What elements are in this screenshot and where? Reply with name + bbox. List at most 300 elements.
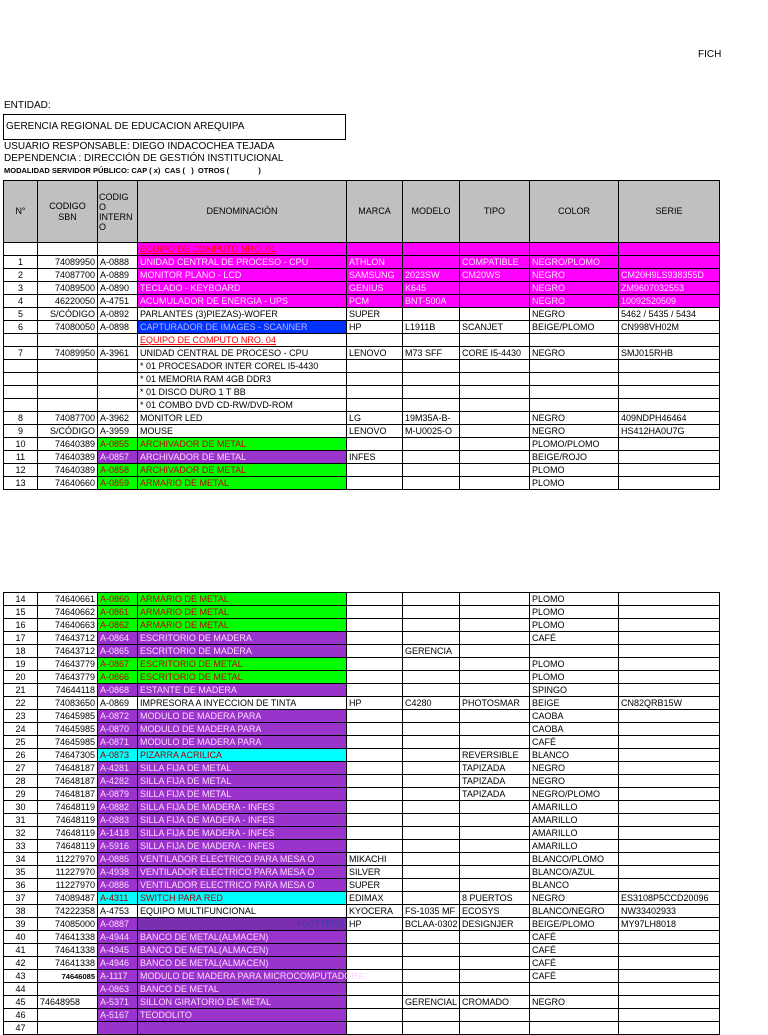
cell-codigo-sbn — [38, 983, 98, 996]
cell-color: BEIGE/PLOMO — [530, 321, 619, 334]
cell-denominacion: ARMARIO DE METAL — [138, 593, 347, 606]
cell-numero: 39 — [4, 918, 38, 931]
header-serie: SERIE — [619, 181, 720, 243]
cell-modelo: C4280 — [403, 697, 460, 710]
cell-codigo-sbn: 74085000 — [38, 918, 98, 931]
cell-modelo: L1911B — [403, 321, 460, 334]
cell-color: CAFÉ — [530, 931, 619, 944]
cell-codigo-sbn: 11227970 — [38, 853, 98, 866]
cell-modelo — [403, 944, 460, 957]
cell-codigo-sbn: 11227970 — [38, 866, 98, 879]
table-row — [4, 905, 720, 918]
cell-color: CAFÉ — [530, 736, 619, 749]
cell-marca: EDIMAX — [347, 892, 403, 905]
header-denominacion: DENOMINACIÓN — [138, 181, 347, 243]
cell-codigo-sbn — [38, 360, 98, 373]
cell-serie — [619, 658, 720, 671]
entidad-label: ENTIDAD: — [4, 100, 51, 111]
cell-denominacion: SILLA FIJA DE METAL — [138, 762, 347, 775]
cell-denominacion: VENTILADOR ELECTRICO PARA MESA O — [138, 879, 347, 892]
cell-numero: 44 — [4, 983, 38, 996]
cell-serie — [619, 957, 720, 970]
cell-denominacion: TECLADO - KEYBOARD — [138, 282, 347, 295]
cell-serie — [619, 840, 720, 853]
cell-tipo — [460, 606, 530, 619]
cell-denominacion: MONITOR PLANO - LCD — [138, 269, 347, 282]
cell-color: PLOMO — [530, 477, 619, 490]
cell-color: BEIGE/PLOMO — [530, 918, 619, 931]
cell-marca — [347, 788, 403, 801]
entidad-field: GERENCIA REGIONAL DE EDUCACION AREQUIPA — [3, 114, 346, 140]
cell-numero: 26 — [4, 749, 38, 762]
cell-codigo-interno: A-1117 — [98, 970, 138, 983]
cell-codigo-interno: A-0870 — [98, 723, 138, 736]
cell-tipo — [460, 645, 530, 658]
cell-numero: 12 — [4, 464, 38, 477]
cell-color: NEGRO — [530, 347, 619, 360]
cell-numero: 22 — [4, 697, 38, 710]
table-row — [4, 347, 720, 360]
cell-denominacion: PARLANTES (3)PIEZAS)-WOFER — [138, 308, 347, 321]
cell-numero: 15 — [4, 606, 38, 619]
cell-codigo-interno: A-4945 — [98, 944, 138, 957]
cell-codigo-sbn: 74648119 — [38, 801, 98, 814]
cell-codigo-sbn: 11227970 — [38, 879, 98, 892]
cell-numero: 27 — [4, 762, 38, 775]
cell-codigo-sbn: 74648187 — [38, 788, 98, 801]
cell-marca: HP — [347, 918, 403, 931]
cell-marca: LENOVO — [347, 425, 403, 438]
cell-marca — [347, 957, 403, 970]
cell-codigo-sbn: 74089487 — [38, 892, 98, 905]
table-row — [4, 308, 720, 321]
cell-modelo — [403, 931, 460, 944]
cell-marca — [347, 775, 403, 788]
cell-codigo-sbn — [38, 334, 98, 347]
cell-modelo — [403, 438, 460, 451]
cell-serie: CM20H9LS938355D — [619, 269, 720, 282]
cell-numero — [4, 243, 38, 256]
cell-modelo — [403, 243, 460, 256]
cell-denominacion: * 01 DISCO DURO 1 T BB — [138, 386, 347, 399]
cell-color: AMARILLO — [530, 840, 619, 853]
cell-codigo-sbn: 74222358 — [38, 905, 98, 918]
cell-color: NEGRO — [530, 282, 619, 295]
cell-codigo-sbn: 74087700 — [38, 269, 98, 282]
cell-denominacion: EQUIPO DE COMPUTO NRO. 04 — [138, 334, 347, 347]
cell-numero: 5 — [4, 308, 38, 321]
cell-numero: 8 — [4, 412, 38, 425]
cell-codigo-sbn: 74645985 — [38, 736, 98, 749]
cell-serie — [619, 1022, 720, 1035]
cell-codigo-sbn: 74641338 — [38, 931, 98, 944]
cell-codigo-interno: A-0863 — [98, 983, 138, 996]
cell-codigo-interno: A-0866 — [98, 671, 138, 684]
table-row — [4, 736, 720, 749]
cell-modelo: BCLAA-0302 — [403, 918, 460, 931]
cell-tipo — [460, 710, 530, 723]
cell-marca — [347, 1022, 403, 1035]
cell-denominacion: SILLA FIJA DE MADERA - INFES — [138, 814, 347, 827]
cell-marca — [347, 632, 403, 645]
cell-numero: 46 — [4, 1009, 38, 1022]
cell-marca: KYOCERA — [347, 905, 403, 918]
cell-color: SPINGO — [530, 684, 619, 697]
table-row — [4, 710, 720, 723]
cell-numero: 7 — [4, 347, 38, 360]
cell-codigo-interno: A-4753 — [98, 905, 138, 918]
cell-denominacion: ESCRITORIO DE MADERA — [138, 632, 347, 645]
cell-color: NEGRO — [530, 762, 619, 775]
cell-numero: 20 — [4, 671, 38, 684]
cell-color — [530, 386, 619, 399]
table-row — [4, 282, 720, 295]
cell-codigo-sbn — [38, 243, 98, 256]
table-row — [4, 814, 720, 827]
cell-tipo — [460, 243, 530, 256]
cell-codigo-sbn: 74641338 — [38, 944, 98, 957]
cell-numero: 18 — [4, 645, 38, 658]
cell-codigo-interno: A-1418 — [98, 827, 138, 840]
component-row — [4, 373, 720, 386]
cell-codigo-interno — [98, 1022, 138, 1035]
cell-denominacion: PLOTTERS — [138, 918, 347, 931]
cell-modelo — [403, 814, 460, 827]
cell-serie — [619, 477, 720, 490]
cell-denominacion: SILLON GIRATORIO DE METAL — [138, 996, 347, 1009]
cell-modelo — [403, 840, 460, 853]
cell-denominacion: ESTANTE DE MADERA — [138, 684, 347, 697]
cell-color: NEGRO — [530, 308, 619, 321]
cell-numero: 13 — [4, 477, 38, 490]
cell-serie — [619, 671, 720, 684]
cell-denominacion: ESCRITORIO DE MADERA — [138, 645, 347, 658]
cell-denominacion: EQUIPO DE COMPUTO NRO. 01 — [138, 243, 347, 256]
cell-color — [530, 243, 619, 256]
cell-modelo — [403, 853, 460, 866]
inventory-table-2 — [3, 592, 720, 1035]
cell-color: NEGRO — [530, 425, 619, 438]
cell-marca — [347, 814, 403, 827]
cell-serie — [619, 451, 720, 464]
cell-color: PLOMO — [530, 464, 619, 477]
table-row — [4, 671, 720, 684]
cell-codigo-sbn: 74640389 — [38, 451, 98, 464]
cell-serie: 10092520509 — [619, 295, 720, 308]
cell-modelo — [403, 710, 460, 723]
cell-serie: ZM9607032553 — [619, 282, 720, 295]
cell-tipo — [460, 282, 530, 295]
cell-numero: 6 — [4, 321, 38, 334]
table-1-body — [4, 243, 720, 490]
cell-codigo-sbn: 74640661 — [38, 593, 98, 606]
cell-serie — [619, 334, 720, 347]
cell-numero: 1 — [4, 256, 38, 269]
cell-codigo-sbn: 74648958 — [38, 996, 98, 1009]
cell-marca: SAMSUNG — [347, 269, 403, 282]
cell-numero: 33 — [4, 840, 38, 853]
cell-numero — [4, 334, 38, 347]
cell-modelo — [403, 256, 460, 269]
cell-denominacion: MONITOR LED — [138, 412, 347, 425]
cell-tipo — [460, 334, 530, 347]
cell-color — [530, 373, 619, 386]
cell-color: NEGRO — [530, 412, 619, 425]
table-header-row — [4, 181, 720, 243]
cell-codigo-sbn: 74643779 — [38, 658, 98, 671]
cell-numero — [4, 373, 38, 386]
cell-codigo-interno: A-4946 — [98, 957, 138, 970]
cell-modelo — [403, 464, 460, 477]
cell-marca — [347, 658, 403, 671]
cell-numero: 28 — [4, 775, 38, 788]
cell-color: CAFÉ — [530, 957, 619, 970]
cell-tipo — [460, 1022, 530, 1035]
cell-tipo: SCANJET — [460, 321, 530, 334]
cell-codigo-interno: A-4751 — [98, 295, 138, 308]
cell-codigo-sbn: 74647305 — [38, 749, 98, 762]
cell-modelo — [403, 892, 460, 905]
cell-serie: NW33402933 — [619, 905, 720, 918]
cell-tipo — [460, 827, 530, 840]
cell-marca — [347, 801, 403, 814]
table-row — [4, 957, 720, 970]
cell-codigo-interno: A-0855 — [98, 438, 138, 451]
cell-denominacion: ARMARIO DE METAL — [138, 619, 347, 632]
cell-denominacion: ARCHIVADOR DE METAL — [138, 451, 347, 464]
cell-codigo-sbn — [38, 1009, 98, 1022]
cell-denominacion: BANCO DE METAL(ALMACEN) — [138, 944, 347, 957]
cell-marca — [347, 762, 403, 775]
cell-denominacion: ARCHIVADOR DE METAL — [138, 464, 347, 477]
cell-tipo — [460, 944, 530, 957]
cell-codigo-interno — [98, 373, 138, 386]
cell-tipo — [460, 866, 530, 879]
cell-serie — [619, 438, 720, 451]
cell-marca — [347, 438, 403, 451]
cell-color: PLOMO — [530, 606, 619, 619]
cell-color — [530, 983, 619, 996]
cell-codigo-sbn: 74645985 — [38, 723, 98, 736]
cell-marca: HP — [347, 321, 403, 334]
dependencia: DEPENDENCIA : DIRECCIÓN DE GESTIÓN INSTITUCIONAL — [4, 153, 284, 164]
cell-codigo-sbn: 74644118 — [38, 684, 98, 697]
cell-modelo — [403, 788, 460, 801]
table-row — [4, 697, 720, 710]
cell-serie: CN82QRB15W — [619, 697, 720, 710]
cell-codigo-sbn: 74640663 — [38, 619, 98, 632]
cell-codigo-interno — [98, 399, 138, 412]
cell-marca — [347, 996, 403, 1009]
cell-color: CAFÉ — [530, 944, 619, 957]
cell-codigo-interno: A-0857 — [98, 451, 138, 464]
table-row — [4, 477, 720, 490]
cell-codigo-interno: A-0860 — [98, 593, 138, 606]
cell-modelo — [403, 308, 460, 321]
cell-color: BLANCO/AZUL — [530, 866, 619, 879]
cell-modelo — [403, 684, 460, 697]
cell-color: NEGRO — [530, 269, 619, 282]
cell-marca — [347, 477, 403, 490]
cell-numero: 42 — [4, 957, 38, 970]
cell-color: NEGRO — [530, 892, 619, 905]
cell-serie — [619, 373, 720, 386]
cell-numero: 25 — [4, 736, 38, 749]
cell-serie — [619, 619, 720, 632]
cell-serie: 5462 / 5435 / 5434 — [619, 308, 720, 321]
cell-modelo: K645 — [403, 282, 460, 295]
section-row — [4, 334, 720, 347]
cell-tipo — [460, 853, 530, 866]
header-color: COLOR — [530, 181, 619, 243]
cell-modelo — [403, 866, 460, 879]
cell-serie — [619, 256, 720, 269]
cell-tipo: 8 PUERTOS — [460, 892, 530, 905]
cell-denominacion: SWITCH PARA RED — [138, 892, 347, 905]
cell-codigo-interno: A-4281 — [98, 762, 138, 775]
cell-numero: 3 — [4, 282, 38, 295]
cell-denominacion: SILLA FIJA DE MADERA - INFES — [138, 827, 347, 840]
cell-modelo — [403, 970, 460, 983]
cell-codigo-sbn: 74083650 — [38, 697, 98, 710]
table-row — [4, 788, 720, 801]
cell-numero: 40 — [4, 931, 38, 944]
cell-marca: HP — [347, 697, 403, 710]
cell-numero: 30 — [4, 801, 38, 814]
cell-marca — [347, 619, 403, 632]
cell-tipo — [460, 360, 530, 373]
cell-color — [530, 360, 619, 373]
cell-color: CAOBA — [530, 710, 619, 723]
cell-codigo-sbn: S/CÓDIGO — [38, 425, 98, 438]
table-row — [4, 451, 720, 464]
cell-codigo-interno: A-0889 — [98, 269, 138, 282]
cell-modelo — [403, 736, 460, 749]
table-row — [4, 879, 720, 892]
cell-serie — [619, 399, 720, 412]
cell-marca — [347, 684, 403, 697]
cell-modelo — [403, 386, 460, 399]
cell-denominacion: EQUIPO MULTIFUNCIONAL — [138, 905, 347, 918]
table-row — [4, 321, 720, 334]
cell-tipo — [460, 671, 530, 684]
table-row — [4, 658, 720, 671]
cell-tipo — [460, 464, 530, 477]
header-codigo-interno — [98, 181, 138, 243]
cell-codigo-sbn: 74089950 — [38, 256, 98, 269]
cell-tipo — [460, 658, 530, 671]
cell-color: BLANCO — [530, 749, 619, 762]
cell-marca — [347, 944, 403, 957]
table-row — [4, 593, 720, 606]
cell-numero: 16 — [4, 619, 38, 632]
section-row — [4, 243, 720, 256]
cell-denominacion: IMPRESORA A INYECCION DE TINTA — [138, 697, 347, 710]
cell-denominacion: UNIDAD CENTRAL DE PROCESO - CPU — [138, 347, 347, 360]
cell-tipo — [460, 593, 530, 606]
cell-numero: 37 — [4, 892, 38, 905]
cell-codigo-interno — [98, 243, 138, 256]
cell-denominacion: MODULO DE MADERA PARA — [138, 736, 347, 749]
cell-codigo-sbn: 74645985 — [38, 710, 98, 723]
cell-tipo — [460, 723, 530, 736]
cell-marca — [347, 373, 403, 386]
cell-modelo: GERENCIA — [403, 645, 460, 658]
cell-codigo-sbn: 74640662 — [38, 606, 98, 619]
cell-marca — [347, 723, 403, 736]
cell-denominacion: MODULO DE MADERA PARA — [138, 710, 347, 723]
cell-numero: 47 — [4, 1022, 38, 1035]
cell-serie — [619, 996, 720, 1009]
cell-marca — [347, 827, 403, 840]
cell-serie — [619, 970, 720, 983]
cell-numero: 23 — [4, 710, 38, 723]
cell-tipo — [460, 308, 530, 321]
cell-denominacion: ESCRITORIO DE METAL — [138, 658, 347, 671]
cell-numero: 43 — [4, 970, 38, 983]
cell-modelo — [403, 658, 460, 671]
cell-tipo: COMPATIBLE — [460, 256, 530, 269]
cell-color: NEGRO — [530, 996, 619, 1009]
cell-tipo — [460, 295, 530, 308]
cell-codigo-sbn: 74640389 — [38, 438, 98, 451]
cell-denominacion: * 01 COMBO DVD CD-RW/DVD-ROM — [138, 399, 347, 412]
cell-codigo-sbn: S/CÓDIGO — [38, 308, 98, 321]
cell-modelo — [403, 1009, 460, 1022]
cell-codigo-sbn: 74648119 — [38, 814, 98, 827]
table-row — [4, 983, 720, 996]
cell-color — [530, 334, 619, 347]
cell-denominacion: ARMARIO DE METAL — [138, 606, 347, 619]
cell-numero: 17 — [4, 632, 38, 645]
cell-denominacion: SILLA FIJA DE MADERA - INFES — [138, 840, 347, 853]
cell-numero — [4, 399, 38, 412]
cell-numero: 34 — [4, 853, 38, 866]
table-row — [4, 256, 720, 269]
cell-denominacion: CAPTURADOR DE IMAGES - SCANNER — [138, 321, 347, 334]
cell-codigo-sbn: 74648187 — [38, 762, 98, 775]
cell-codigo-sbn: 74643712 — [38, 645, 98, 658]
cell-marca — [347, 399, 403, 412]
cell-denominacion: VENTILADOR ELECTRICO PARA MESA O — [138, 853, 347, 866]
cell-modelo — [403, 606, 460, 619]
cell-modelo — [403, 334, 460, 347]
cell-modelo — [403, 399, 460, 412]
cell-numero: 35 — [4, 866, 38, 879]
cell-serie — [619, 827, 720, 840]
cell-tipo — [460, 477, 530, 490]
cell-serie — [619, 775, 720, 788]
cell-color: PLOMO — [530, 619, 619, 632]
table-row — [4, 892, 720, 905]
cell-tipo: PHOTOSMAR — [460, 697, 530, 710]
cell-denominacion: MODULO DE MADERA PARA — [138, 723, 347, 736]
cell-modelo: GERENCIAL — [403, 996, 460, 1009]
cell-denominacion: MOUSE — [138, 425, 347, 438]
cell-modelo — [403, 1022, 460, 1035]
cell-codigo-interno: A-0865 — [98, 645, 138, 658]
table-row — [4, 866, 720, 879]
cell-marca: SILVER — [347, 866, 403, 879]
cell-modelo — [403, 451, 460, 464]
table-row — [4, 269, 720, 282]
cell-codigo-interno: A-0879 — [98, 788, 138, 801]
table-row — [4, 749, 720, 762]
cell-codigo-sbn: 74080050 — [38, 321, 98, 334]
cell-codigo-sbn: 74640660 — [38, 477, 98, 490]
table-row — [4, 853, 720, 866]
cell-codigo-interno: A-0864 — [98, 632, 138, 645]
